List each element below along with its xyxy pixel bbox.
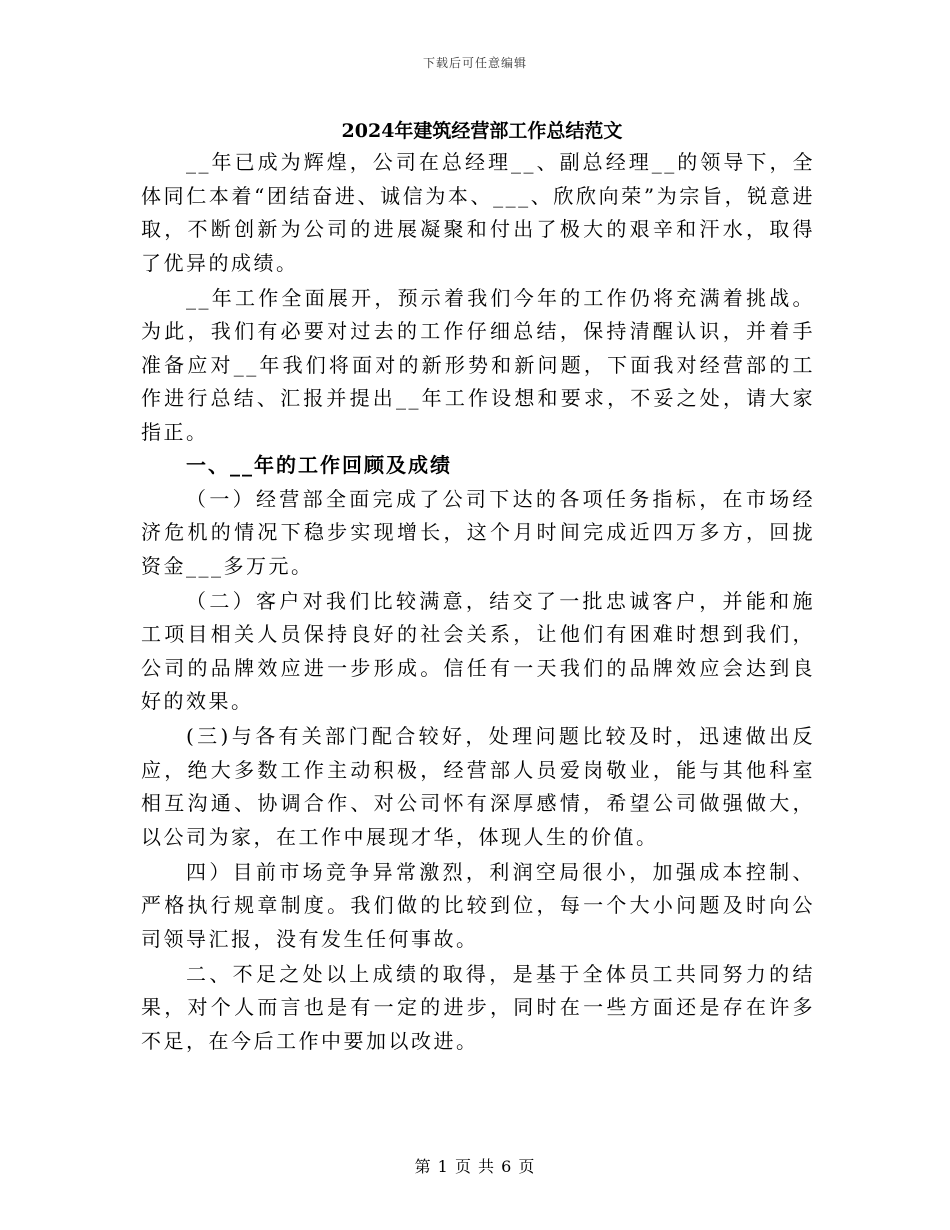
section-item-paragraph: （一）经营部全面完成了公司下达的各项任务指标，在市场经济危机的情况下稳步实现增长，这个月时间完成近四万多方，回拢资金___多万元。: [141, 486, 815, 578]
section-item-paragraph: （二）客户对我们比较满意，结交了一批忠诚客户，并能和施工项目相关人员保持良好的社会关系，让他们有困难时想到我们，公司的品牌效应进一步形成。信任有一天我们的品牌效应会达到良好的效果。: [141, 588, 815, 713]
page-number: 第 1 页 共 6 页: [414, 1157, 536, 1176]
section-item-paragraph: (三)与各有关部门配合较好，处理问题比较及时，迅速做出反应，绝大多数工作主动积极，经营部人员爱岗敬业，能与其他科室相互沟通、协调合作、对公司怀有深厚感情，希望公司做强做大，以公司为家，在工作中展现才华，体现人生的价值。: [141, 724, 815, 849]
section2-paragraph: 二、不足之处以上成绩的取得，是基于全体员工共同努力的结果，对个人而言也是有一定的进步，同时在一些方面还是存在许多不足，在今后工作中要加以改进。: [141, 961, 815, 1053]
intro-paragraph: __年已成为辉煌，公司在总经理__、副总经理__的领导下，全体同仁本着“团结奋进、诚信为本、___、欣欣向荣”为宗旨，锐意进取，不断创新为公司的进展凝聚和付出了极大的艰辛和汗水，取得了优异的成绩。: [141, 150, 815, 275]
document-body: [141, 116, 815, 1058]
section-item-paragraph: 四）目前市场竞争异常激烈，利润空局很小，加强成本控制、严格执行规章制度。我们做的比较到位，每一个大小问题及时向公司领导汇报，没有发生任何事故。: [141, 859, 815, 951]
page-header-note: 下载后可任意编辑: [422, 56, 527, 70]
section-heading: 一、__年的工作回顾及成绩: [186, 453, 452, 477]
intro-paragraph: __年工作全面展开，预示着我们今年的工作仍将充满着挑战。为此，我们有必要对过去的工作仔细总结，保持清醒认识，并着手准备应对__年我们将面对的新形势和新问题，下面我对经营部的工作进行总结、汇报并提出__年工作设想和要求，不妥之处，请大家指正。: [141, 285, 815, 444]
document-title: 2024年建筑经营部工作总结范文: [341, 120, 623, 142]
